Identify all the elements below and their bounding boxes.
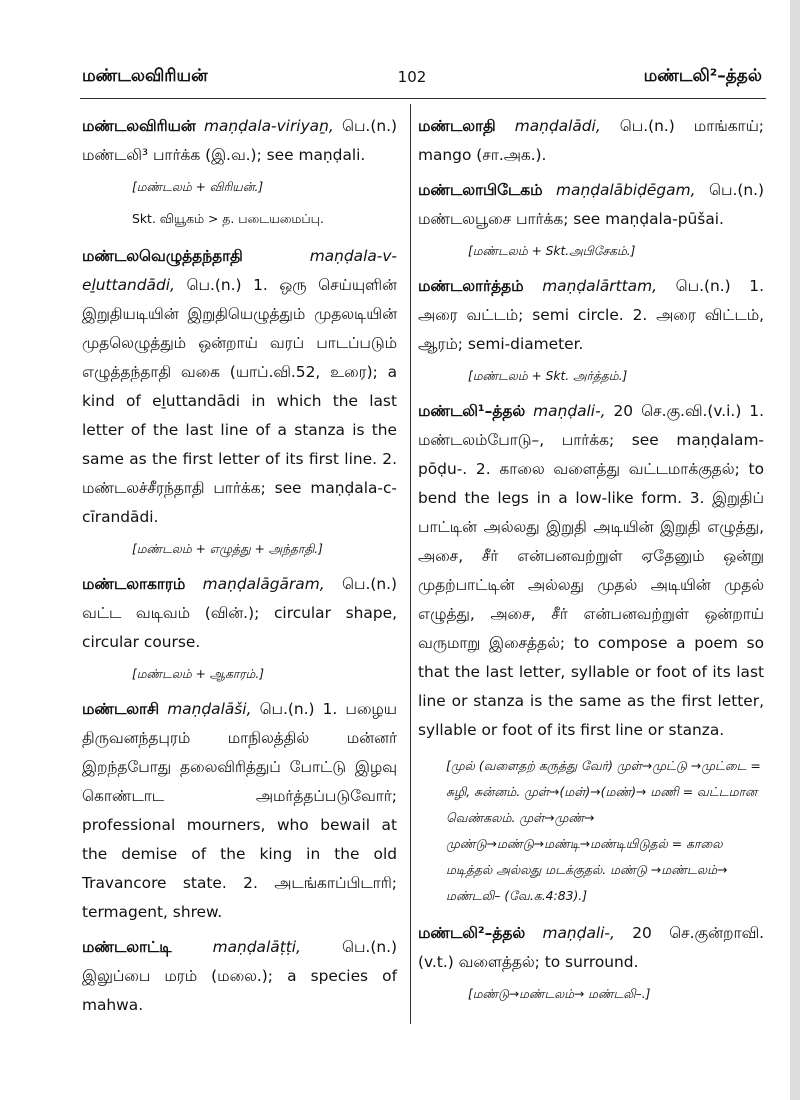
entry-definition: பெ.(n.) 1. ஒரு செய்யுளின் இறுதியடியின் இறுதியெழுத்தும் முதலடியின் முதலெழுத்தும் ஒன்றாய் வரப் பாடப்படும் எழுத்தந்தாதி வகை (யாப்.வி.52, உரை); a kind of eḻuttandādi in which the last letter of the last line of a stanza is the same as the first letter of its first line. 2. மண்டலச்சீரந்தாதி பார்க்க; see maṇḍala-c-cīrandādi.	[82, 276, 397, 526]
entry-headword: மண்டலாட்டி	[82, 938, 172, 956]
entry-headword: மண்டலவெழுத்தந்தாதி	[82, 247, 243, 265]
entry-definition: பெ.(n.) மாங்காய்; mango (சா.அக.).	[418, 117, 764, 164]
sanskrit-note-text: Skt. வியூகம் > த. படையமைப்பு.	[132, 211, 324, 226]
entry-transliteration: maṇḍalādi,	[514, 117, 601, 135]
dictionary-entry	[418, 397, 764, 745]
entry-definition: 20 செ.குன்றாவி. (v.t.) வளைத்தல்; to surround.	[418, 924, 764, 971]
dictionary-entry	[418, 176, 764, 234]
entry-transliteration: maṇḍalāṭṭi,	[212, 938, 301, 956]
dictionary-entry	[82, 695, 397, 927]
entry-transliteration: maṇḍala-viriyaṉ,	[203, 117, 334, 135]
entry-transliteration: maṇḍalāgāram,	[202, 575, 325, 593]
entry-headword: மண்டலாபிடேகம்	[418, 181, 543, 199]
dictionary-entry	[418, 272, 764, 359]
entry-etymology: [முல் (வளைதற் கருத்து வேர்) முள்→முட்டு →முட்டை = சுழி, சுன்னம். முள்→(மள்)→(மண்)→ மணி = வட்டமான வெண்கலம். முள்→முண்→ முண்டு→மண்டு→மண்டி→மண்டியிடுதல் = காலை மடித்தல் அல்லது மடக்குதல். மண்டு →மண்டலம்→ மண்டலி– (வே.க.4:83).]	[446, 758, 761, 903]
entry-etymology: [மண்டலம் + Skt.அபிசேகம்.]	[468, 244, 636, 258]
dictionary-entry	[82, 242, 397, 532]
dictionary-entry	[82, 570, 397, 657]
entry-definition: பெ.(n.) மண்டலபூசை பார்க்க; see maṇḍala-pūšai.	[418, 181, 764, 228]
header-rule	[80, 98, 766, 99]
entry-transliteration: maṇḍali-,	[533, 402, 606, 420]
page-number: 102	[397, 68, 427, 86]
page-edge-shadow	[790, 0, 800, 1100]
page-header	[82, 66, 762, 92]
entry-headword: மண்டலி²–த்தல்	[418, 924, 526, 942]
entry-transliteration: maṇḍalābiḍēgam,	[556, 181, 696, 199]
entry-etymology: [மண்டலம் + ஆகாரம்.]	[132, 667, 264, 681]
left-column	[82, 112, 397, 1026]
entry-definition: பெ.(n.) இலுப்பை மரம் (மலை.); a species of mahwa.	[82, 938, 397, 1014]
dictionary-entry	[418, 112, 764, 170]
entry-transliteration: maṇḍala-v-eḻuttandādi,	[82, 247, 397, 294]
dictionary-entry	[82, 933, 397, 1020]
column-divider	[410, 104, 411, 1024]
entry-transliteration: maṇḍali-,	[542, 924, 615, 942]
entry-transliteration: maṇḍalāši,	[167, 700, 252, 718]
entry-definition: பெ.(n.) வட்ட வடிவம் (வின்.); circular shape, circular course.	[82, 575, 397, 651]
dictionary-entry	[418, 919, 764, 977]
entry-definition: பெ.(n.) மண்டலி³ பார்க்க (இ.வ.); see maṇḍali.	[82, 117, 397, 164]
entry-definition: பெ.(n.) 1. பழைய திருவனந்தபுரம் மாநிலத்தில் மன்னர் இறந்தபோது தலைவிரித்துப் போட்டு இழவு கொண்டாட அமர்த்தப்படுவோர்; professional mourners, who bewail at the demise of the king in the old Travancore state. 2. அடங்காப்பிடாரி; termagent, shrew.	[82, 700, 397, 921]
entry-headword: மண்டலாசி	[82, 700, 160, 718]
dictionary-entry	[82, 112, 397, 170]
entry-etymology: [மண்டலம் + Skt. அர்த்தம்.]	[468, 369, 628, 383]
entry-headword: மண்டலவிரியன்	[82, 117, 196, 135]
header-left-guide-word: மண்டலவிரியன்	[82, 66, 208, 86]
header-right-guide-word: மண்டலி²–த்தல்	[643, 66, 762, 86]
right-column	[418, 112, 764, 1015]
entry-etymology: [மண்டு→மண்டலம்→ மண்டலி–.]	[468, 987, 651, 1001]
entry-definition: 20 செ.கு.வி.(v.i.) 1. மண்டலம்போடு–, பார்க்க; see maṇḍalam-pōḍu-. 2. காலை வளைத்து வட்டமாக்குதல்; to bend the legs in a low-like form. 3. இறுதிப் பாட்டின் அல்லது இறுதி அடியின் இறுதி எழுத்து, அசை, சீர் என்பனவற்றுள் ஏதேனும் ஒன்று முதற்பாட்டின் அல்லது முதல் அடியின் முதல் எழுத்து, அசை, சீர் என்பனவற்றுள் ஒன்றாய் வருமாறு இசைத்தல்; to compose a poem so that the last letter, syllable or foot of its last line or stanza is the same as the first letter, syllable or foot of its first line or stanza.	[418, 402, 764, 739]
entry-definition: பெ.(n.) 1. அரை வட்டம்; semi circle. 2. அரை விட்டம், ஆரம்; semi-diameter.	[418, 277, 764, 353]
entry-etymology: [மண்டலம் + எழுத்து + அந்தாதி.]	[132, 542, 323, 556]
entry-headword: மண்டலி¹–த்தல்	[418, 402, 526, 420]
entry-etymology: [மண்டலம் + விரியன்.]	[132, 180, 264, 194]
entry-headword: மண்டலாகாரம்	[82, 575, 186, 593]
entry-headword: மண்டலாதி	[418, 117, 496, 135]
entry-transliteration: maṇḍalārttam,	[542, 277, 657, 295]
entry-sanskrit-note	[82, 208, 397, 230]
entry-headword: மண்டலார்த்தம்	[418, 277, 524, 295]
